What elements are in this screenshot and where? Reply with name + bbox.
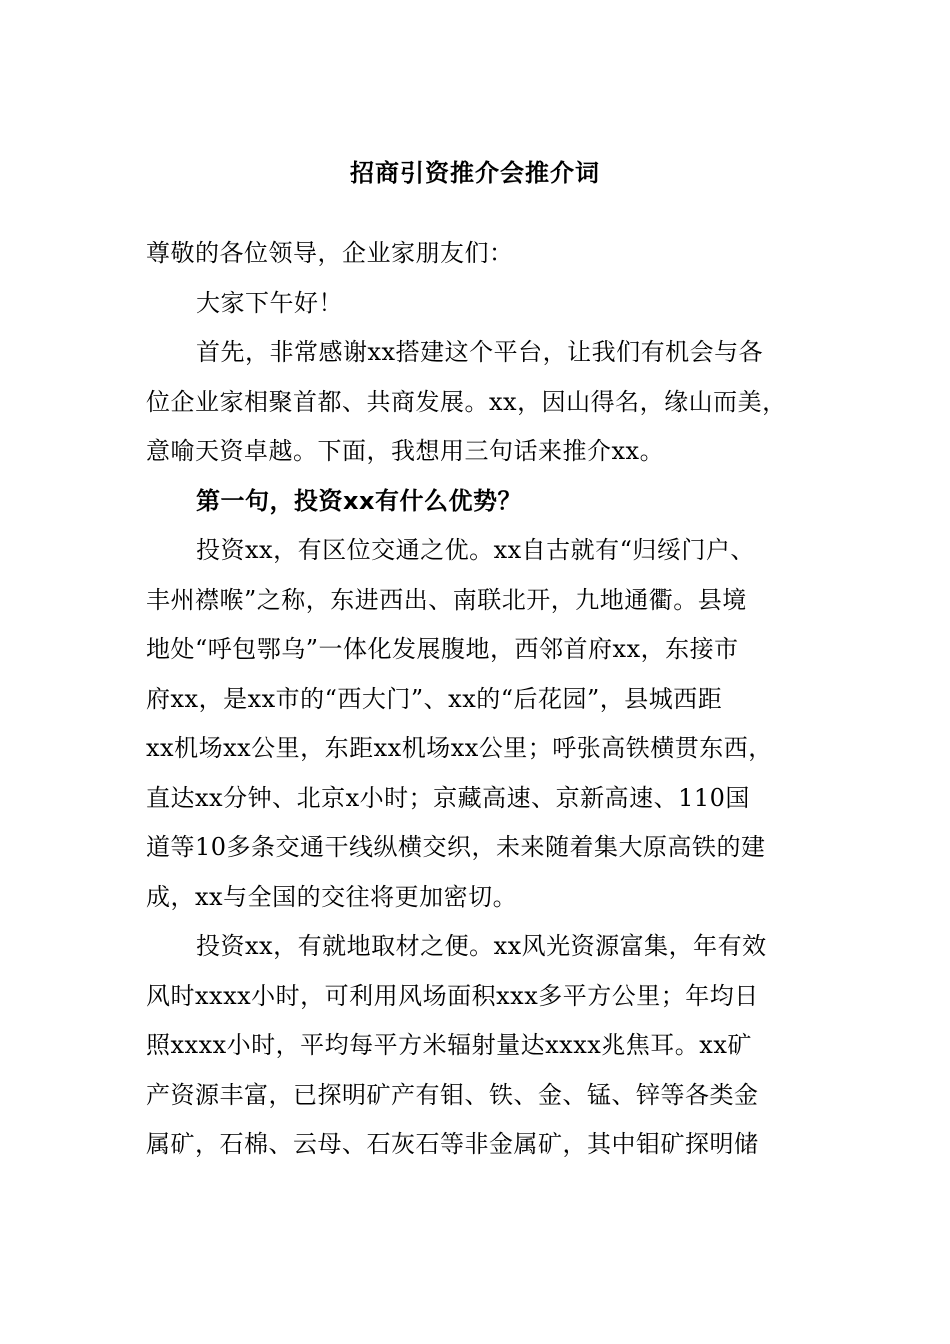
paragraph-location-advantage	[146, 526, 806, 922]
paragraph-line: 投资xx，有区位交通之优。xx自古就有“归绥门户、	[196, 536, 755, 564]
document-title: 招商引资推介会推介词	[350, 158, 600, 187]
paragraph-resource-advantage	[146, 922, 806, 1170]
paragraph-line: 位企业家相聚首都、共商发展。xx，因山得名，缘山而美，	[146, 387, 787, 416]
paragraph-line: 成，xx与全国的交往将更加密切。	[146, 882, 518, 911]
paragraph-line: 照xxxx小时，平均每平方米辐射量达xxxx兆焦耳。xx矿	[146, 1031, 752, 1059]
paragraph-line: 地处“呼包鄂乌”一体化发展腹地，西邻首府xx，东接市	[146, 635, 739, 663]
paragraph-line: 属矿，石棉、云母、石灰石等非金属矿，其中钼矿探明储	[146, 1130, 759, 1158]
paragraph-intro	[146, 328, 806, 477]
greeting: 大家下午好！	[196, 288, 343, 317]
paragraph-line: 府xx，是xx市的“西大门”、xx的“后花园”，县城西距	[146, 684, 723, 713]
paragraph-line: 道等10多条交通干线纵横交织，未来随着集大原高铁的建	[146, 833, 766, 861]
paragraph-line: 首先，非常感谢xx搭建这个平台，让我们有机会与各	[196, 338, 764, 366]
document-body	[146, 229, 806, 1170]
paragraph-line: 产资源丰富，已探明矿产有钼、铁、金、锰、锌等各类金	[146, 1080, 759, 1109]
paragraph-line: 直达xx分钟、北京x小时；京藏高速、京新高速、110国	[146, 783, 750, 812]
salutation: 尊敬的各位领导，企业家朋友们：	[146, 239, 514, 267]
section-heading-1: 第一句，投资xx有什么优势？	[196, 486, 522, 515]
paragraph-line: 投资xx，有就地取材之便。xx风光资源富集，年有效	[196, 932, 767, 960]
paragraph-line: 丰州襟喉”之称，东进西出、南联北开，九地通衢。县境	[146, 585, 747, 614]
paragraph-line: xx机场xx公里，东距xx机场xx公里；呼张高铁横贯东西，	[146, 734, 773, 762]
paragraph-line: 风时xxxx小时，可利用风场面积xxx多平方公里；年均日	[146, 981, 759, 1010]
paragraph-line: 意喻天资卓越。下面，我想用三句话来推介xx。	[146, 437, 665, 465]
